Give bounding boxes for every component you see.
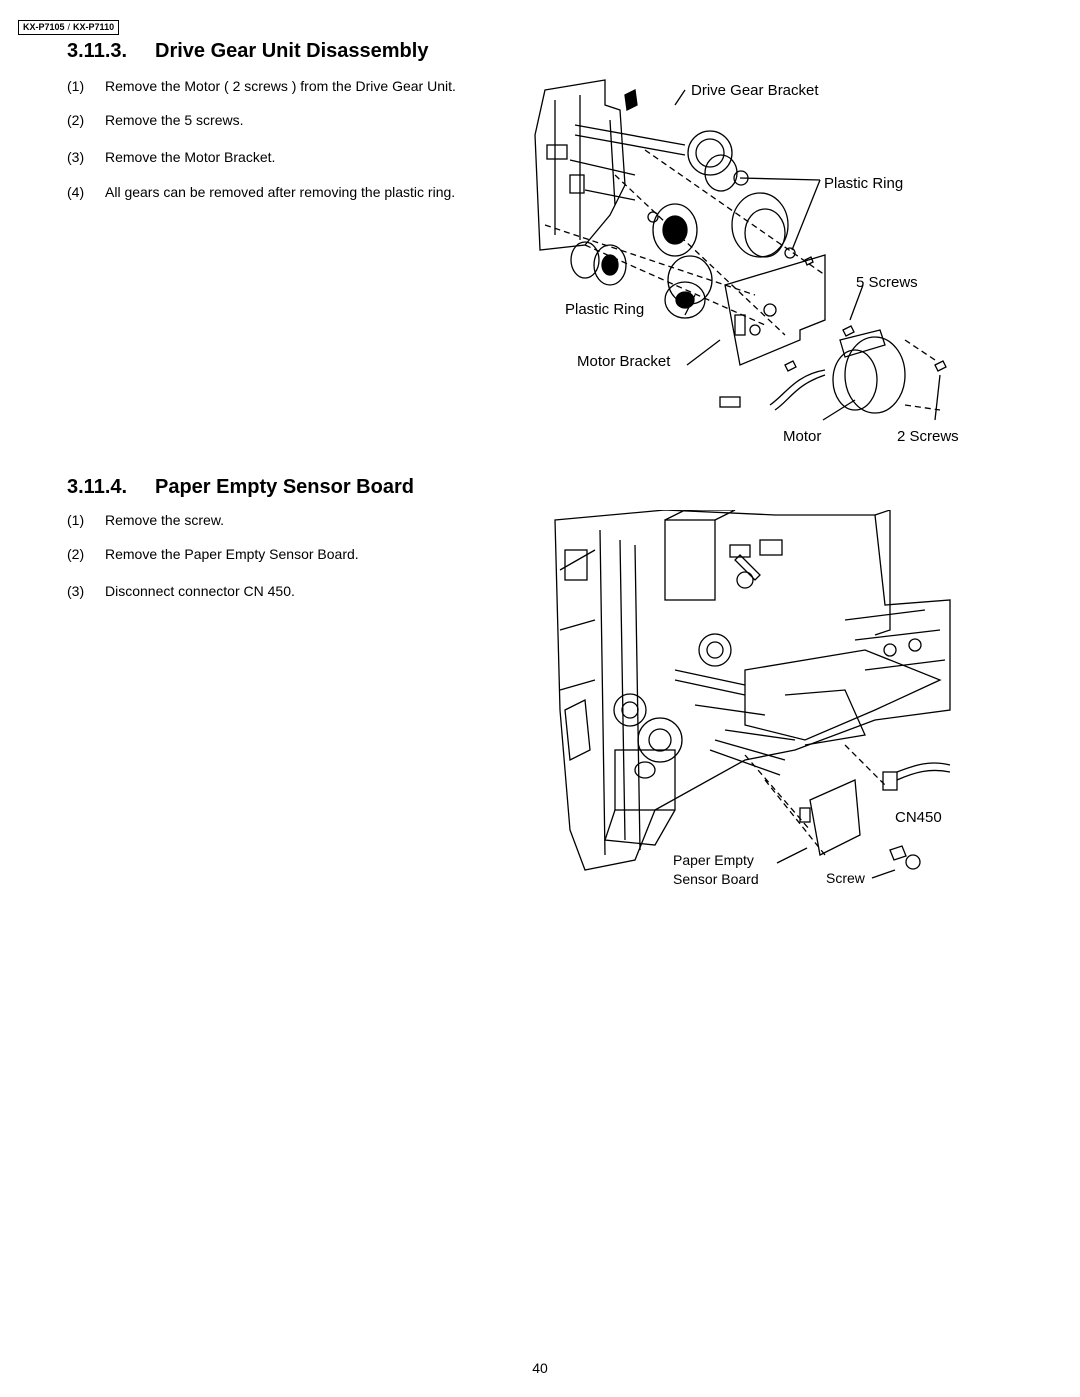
- model-tag: KX-P7105 / KX-P7110: [18, 20, 119, 35]
- step-item: (1) Remove the screw.: [67, 512, 225, 528]
- label-motor-bracket: Motor Bracket: [577, 353, 671, 370]
- label-two-screws: 2 Screws: [897, 428, 959, 445]
- model-a: KX-P7105: [23, 22, 65, 32]
- label-plastic-ring-left: Plastic Ring: [565, 301, 645, 318]
- section-heading-paper-empty: [67, 476, 414, 499]
- label-motor: Motor: [783, 428, 822, 445]
- section-title: Paper Empty Sensor Board: [155, 476, 414, 498]
- step-item: (2) Remove the 5 screws.: [67, 112, 244, 128]
- label-paper-empty-line1: Paper Empty: [673, 852, 754, 868]
- paper-empty-sensor-diagram: [545, 510, 955, 895]
- label-drive-gear-bracket: Drive Gear Bracket: [691, 82, 819, 99]
- label-plastic-ring-top: Plastic Ring: [824, 175, 904, 192]
- step-item: (3) Disconnect connector CN 450.: [67, 583, 295, 599]
- section-title: Drive Gear Unit Disassembly: [155, 40, 429, 62]
- step-item: (3) Remove the Motor Bracket.: [67, 149, 276, 165]
- label-screw: Screw: [826, 870, 865, 886]
- section-number: 3.11.3.: [67, 40, 128, 62]
- label-five-screws: 5 Screws: [856, 274, 918, 291]
- step-item: (4) All gears can be removed after removing the plastic ring.: [67, 184, 456, 200]
- section-heading-drive-gear: [67, 40, 428, 63]
- label-cn450: CN450: [895, 809, 942, 826]
- section-number: 3.11.4.: [67, 476, 128, 498]
- step-item: (2) Remove the Paper Empty Sensor Board.: [67, 546, 359, 562]
- model-b: KX-P7110: [73, 22, 115, 32]
- step-item: (1) Remove the Motor ( 2 screws ) from the Drive Gear Unit.: [67, 78, 456, 94]
- label-paper-empty-line2: Sensor Board: [673, 871, 759, 887]
- drive-gear-diagram: [525, 75, 985, 450]
- page-number: 40: [532, 1360, 548, 1376]
